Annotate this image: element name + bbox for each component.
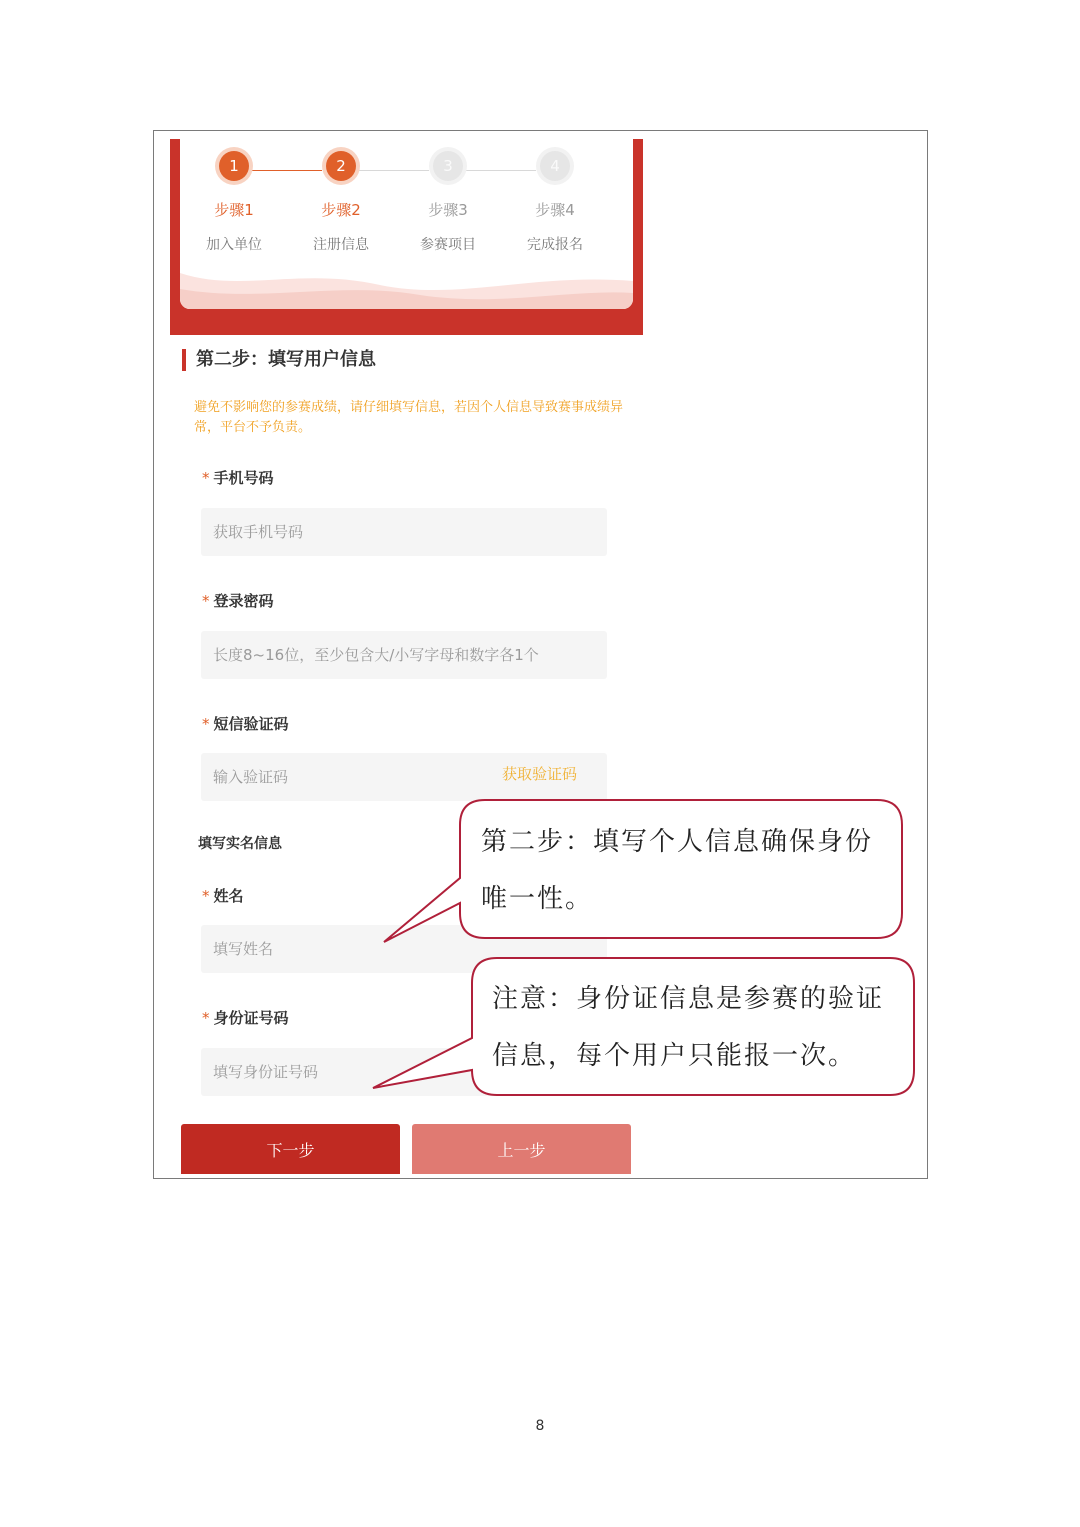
- page-number: 8: [535, 1418, 545, 1434]
- callout-2-line-1: 注意：身份证信息是参赛的验证: [492, 984, 885, 1014]
- callout-1-line-2: 唯一性。: [481, 884, 594, 914]
- step-1-sub: 加入单位: [206, 237, 262, 253]
- callout-2-text: [492, 971, 884, 1085]
- step-3-sub: 参赛项目: [420, 237, 476, 253]
- required-mark: *: [202, 592, 210, 610]
- step-4-label: 步骤4: [535, 201, 575, 219]
- required-mark: *: [202, 1009, 210, 1027]
- step-4-circle: 4: [540, 151, 570, 181]
- id-number-label-text: 身份证号码: [213, 1009, 289, 1027]
- password-label-text: 登录密码: [213, 592, 274, 610]
- step-4-sub: 完成报名: [527, 237, 583, 253]
- prev-step-button[interactable]: 上一步: [412, 1124, 631, 1174]
- phone-label-text: 手机号码: [213, 469, 274, 487]
- step-2-sub: 注册信息: [313, 237, 369, 253]
- step-3-label: 步骤3: [428, 201, 468, 219]
- step-1-circle: 1: [219, 151, 249, 181]
- sms-label-text: 短信验证码: [213, 715, 289, 733]
- get-code-button[interactable]: 获取验证码: [502, 765, 578, 783]
- name-label-text: 姓名: [213, 887, 244, 905]
- required-mark: *: [202, 715, 210, 733]
- step-1-label: 步骤1: [214, 201, 254, 219]
- realname-section-label: 填写实名信息: [198, 836, 282, 852]
- callout-1-line-1: 第二步：填写个人信息确保身份: [481, 827, 874, 857]
- step-2-label: 步骤2: [321, 201, 361, 219]
- required-mark: *: [202, 887, 210, 905]
- section-title: 第二步：填写用户信息: [182, 349, 376, 371]
- callout-1-text: [481, 814, 873, 928]
- step-2-circle: 2: [326, 151, 356, 181]
- callout-2-line-2: 信息，每个用户只能报一次。: [492, 1041, 857, 1071]
- step-3-circle: 3: [433, 151, 463, 181]
- notice-text: 避免不影响您的参赛成绩，请仔细填写信息，若因个人信息导致赛事成绩异常，平台不予负责。: [194, 400, 624, 435]
- required-mark: *: [202, 469, 210, 487]
- next-step-button[interactable]: 下一步: [181, 1124, 400, 1174]
